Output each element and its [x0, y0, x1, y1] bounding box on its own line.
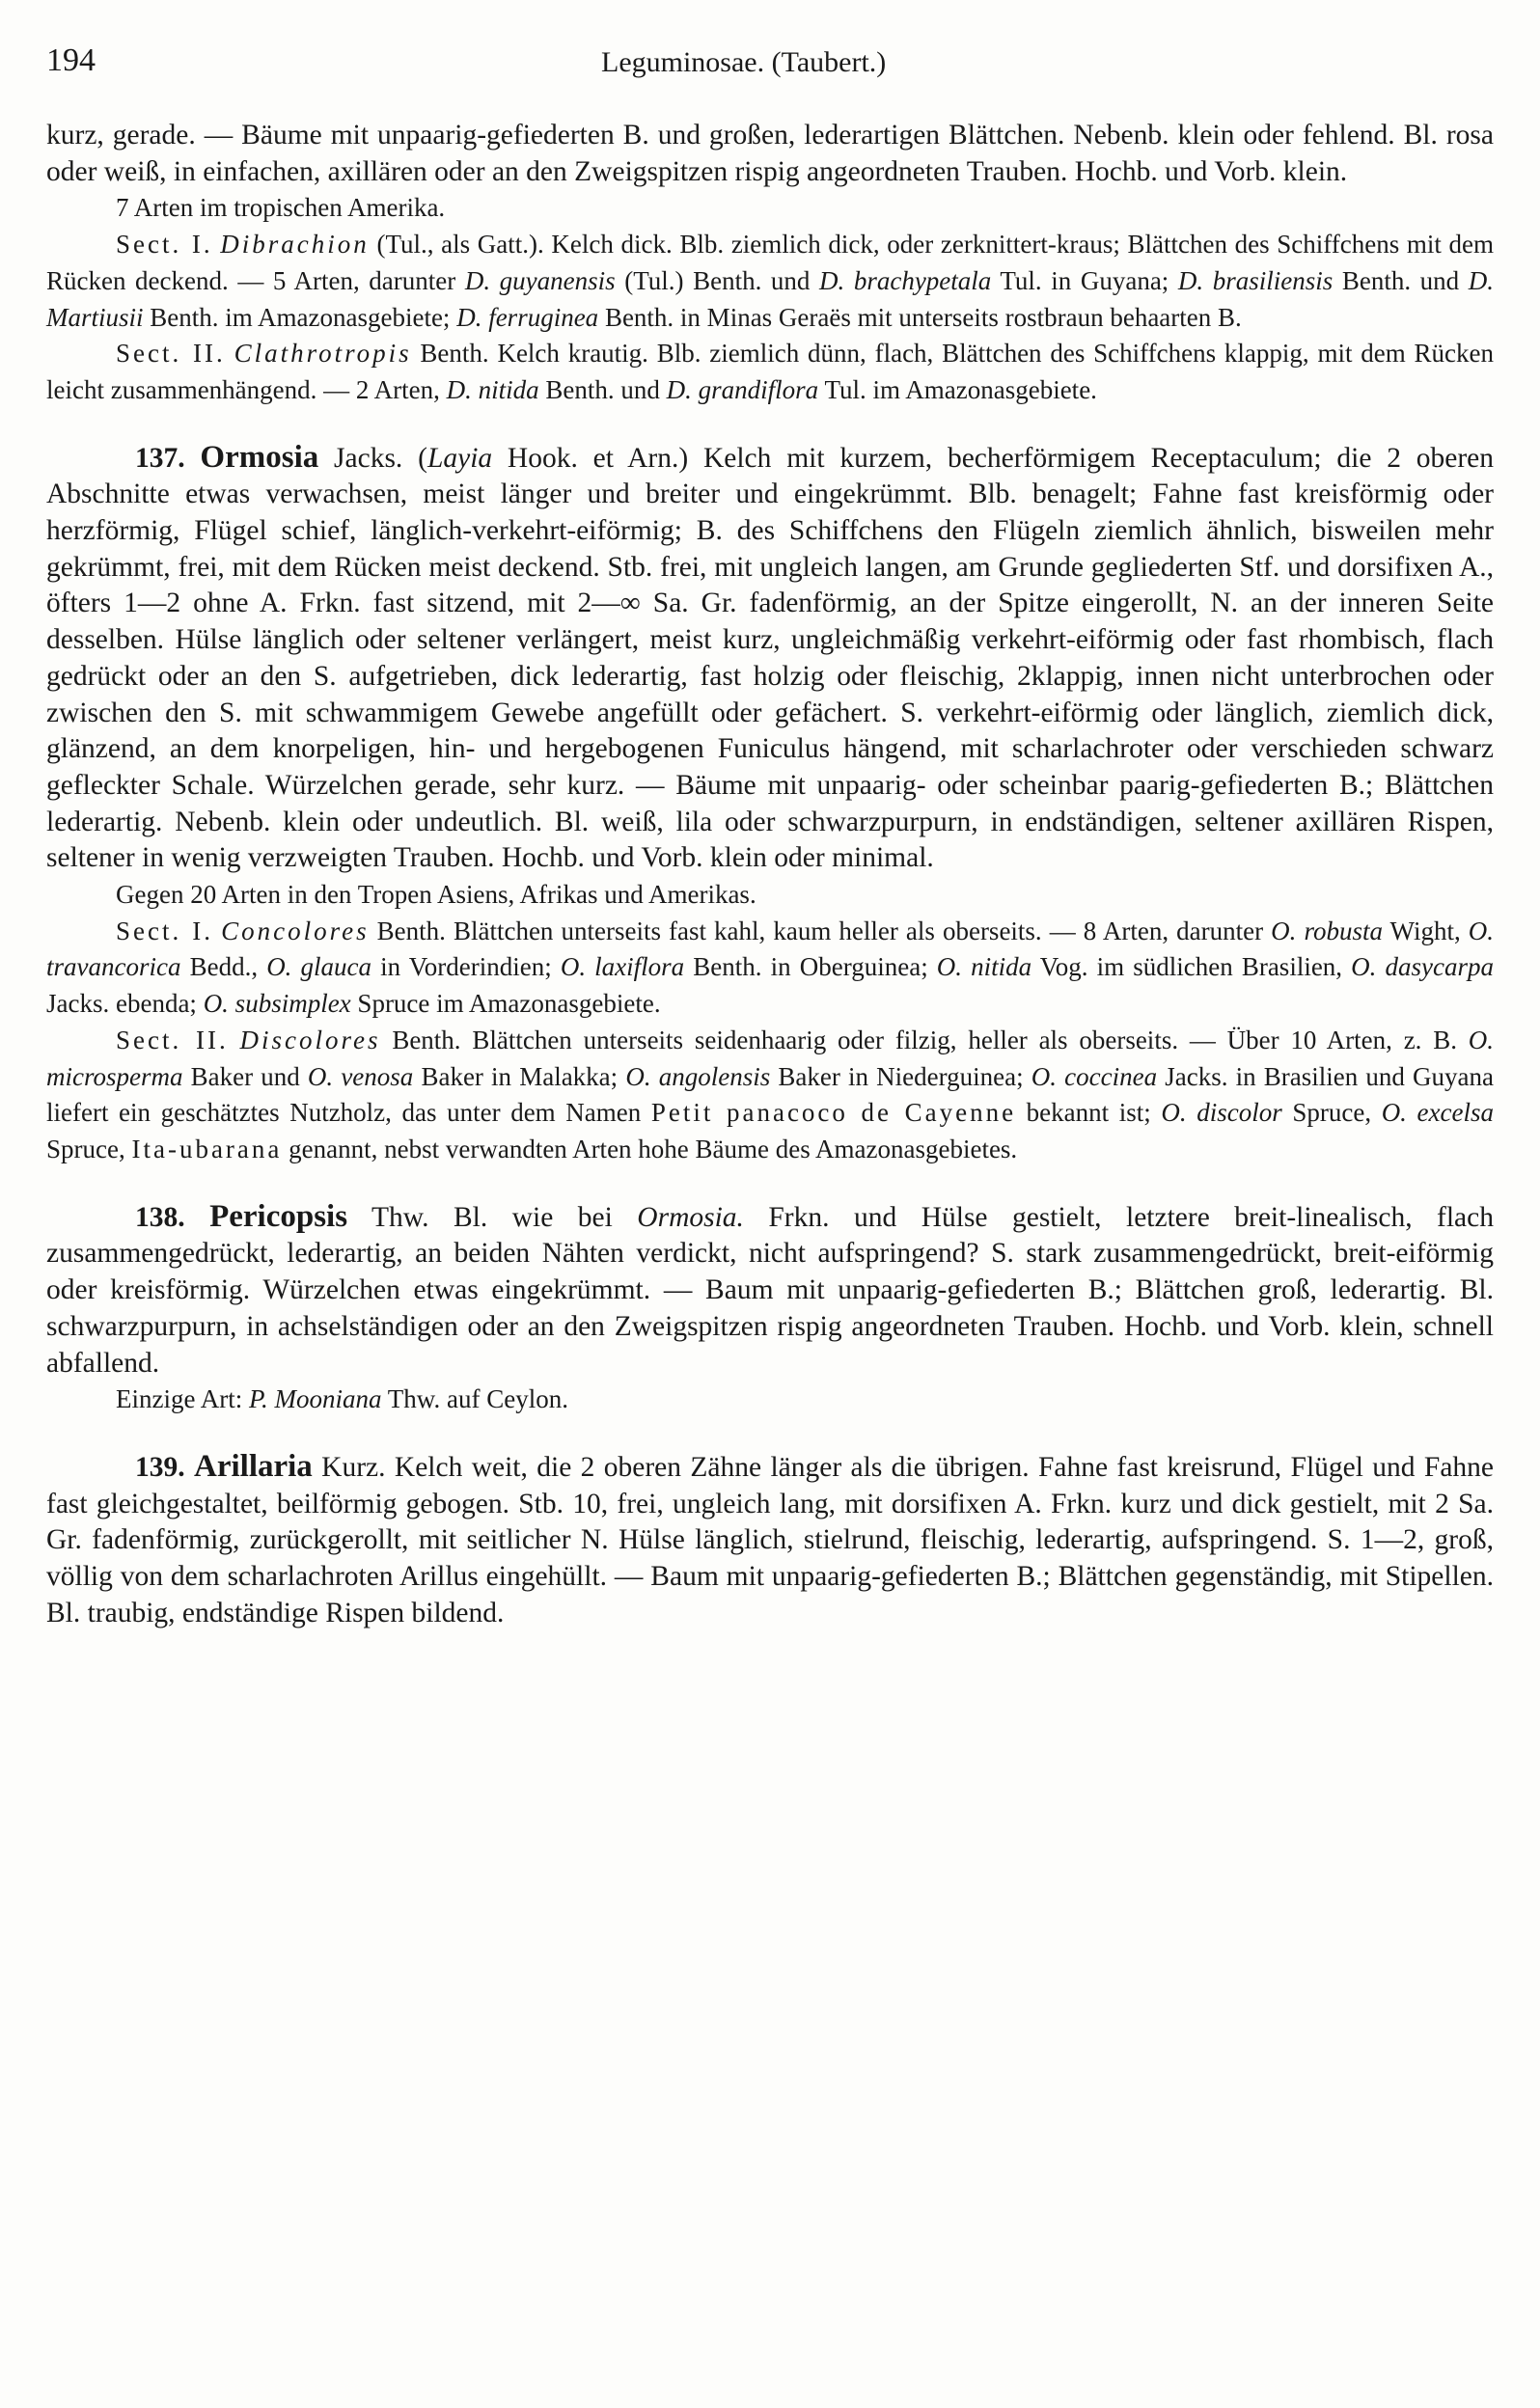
text-run: Bedd., — [180, 952, 267, 982]
section-clathrotropis — [46, 336, 1494, 408]
text-run: O. microsperma — [46, 1025, 1494, 1091]
text-run: Frkn. und Hülse gestielt, letztere breit-linealisch, flach zusammengedrückt, lederartig, an beiden Nähten verdickt, nicht aufspringend? S. stark zusammengedrückt, breit-eiförmig oder kreisförmig. Würzelchen etwas eingekrümmt. — Baum mit unpaarig-gefiederten B.; Blättchen groß, lederartig. Bl. schwarzpurpurn, in achselständigen oder an den Zweigspitzen rispig angeordneten Trauben. Hochb. und Vorb. klein, schnell abfallend. — [46, 1201, 1494, 1379]
text-run: Jacks. in Brasilien und Guyana liefert ein geschätztes Nutzholz, das unter dem Namen — [46, 1061, 1495, 1128]
text-run: O. angolensis — [625, 1061, 771, 1091]
text-run: D. nitida — [446, 374, 539, 404]
text-run: O. nitida — [936, 952, 1032, 982]
text-run: Benth. im Amazonasgebiete; — [143, 302, 457, 332]
text-run: Baker und — [182, 1061, 308, 1091]
text-run: Spruce im Amazonasgebiete. — [350, 989, 661, 1019]
page-number: 194 — [46, 42, 96, 78]
text-run: D. Martiusii — [46, 265, 1494, 332]
genus-ormosia — [46, 440, 1494, 877]
text-run: Jacks. ebenda; — [46, 989, 204, 1019]
text-run: D. grandiflora — [666, 374, 819, 404]
text-run: O. dasycarpa — [1351, 952, 1494, 982]
text-run: O. venosa — [307, 1061, 414, 1091]
text-run: Baker in Niederguinea; — [770, 1061, 1031, 1091]
text-run: D. guyanensis — [464, 265, 616, 295]
text-run: Thw. auf Ceylon. — [381, 1384, 568, 1414]
text-run: Ormosia. — [637, 1201, 744, 1233]
page-header — [46, 31, 1494, 98]
text-run: Kurz. — [312, 1451, 395, 1483]
text-run: Wight, — [1382, 916, 1469, 945]
text-run: O. laxiflora — [560, 952, 685, 982]
text-run: D. brachypetala — [819, 265, 992, 295]
text-run: Benth. und — [538, 374, 667, 404]
text-run: Discolores — [239, 1025, 381, 1054]
text-run: Pericopsis — [209, 1198, 348, 1234]
text-run: Benth. und — [1333, 265, 1469, 295]
section-concolores — [46, 914, 1494, 1023]
text-run: O. glauca — [266, 952, 372, 982]
text-run: Sect. II. — [116, 339, 226, 369]
text-run: O. robusta — [1271, 916, 1383, 945]
text-run: Baker in Malakka; — [413, 1061, 626, 1091]
text-run: kurz, gerade. — Bäume mit unpaarig-gefiederten B. und großen, lederartigen Blättchen. Nebenb. klein oder fehlend. Bl. rosa oder weiß, in einfachen, axillären oder an den Zweigspitzen rispig angeordneten Trauben. Hochb. und Vorb. klein. — [46, 120, 1494, 187]
text-run: O. discolor — [1161, 1098, 1282, 1128]
text-run: Kelch weit, die 2 oberen Zähne länger als die übrigen. Fahne fast kreisrund, Flügel und Fahne fast gleichgestaltet, beilförmig gebogen. Stb. 10, frei, ungleich lang, mit dorsifixen A. Frkn. kurz und dick gestielt, mit 2 Sa. Gr. fadenförmig, zurückgerollt, mit seitlicher N. Hülse länglich, stielrund, fleischig, lederartig, aufspringend. S. 1—2, groß, völlig von dem scharlachroten Arillus eingehüllt. — Baum mit unpaarig-gefiederten B.; Blättchen gegenständig, mit Stipellen. Bl. traubig, endständige Rispen bildend. — [46, 1451, 1495, 1628]
text-run: Dibrachion — [220, 230, 370, 260]
text-run: Benth. Kelch krautig. Blb. ziemlich dünn, flach, Blättchen des Schiffchens klappig, mit dem Rücken leicht zusammenhängend. — 2 Arten, — [46, 339, 1495, 404]
text-run: O. excelsa — [1381, 1098, 1494, 1128]
text-run: (Tul.) Benth. und — [615, 265, 819, 295]
text-run: (Tul., als Gatt.). Kelch dick. Blb. ziemlich dick, oder zerknittert-kraus; Blättchen des Schiffchens mit dem Rücken deckend. — 5 Arten, darunter — [46, 230, 1495, 295]
page-body — [46, 118, 1494, 1631]
text-run: Sect. I. — [116, 230, 213, 260]
text-run: Benth. in Oberguinea; — [684, 952, 937, 982]
text-run: Concolores — [221, 916, 370, 945]
text-run: D. brasiliensis — [1177, 265, 1334, 295]
text-run: Kelch mit kurzem, becherförmigem Receptaculum; die 2 oberen Abschnitte etwas verwachsen, meist länger und breiter und eingekrümmt. Blb. benagelt; Fahne fast kreisförmig oder herzförmig, Flügel schief, länglich-verkehrt-eiförmig; B. des Schiffchens den Flügeln ziemlich ähnlich, bisweilen mehr gekrümmt, frei, mit dem Rücken meist deckend. Stb. frei, mit ungleich langen, am Grunde gegliederten Stf. und dorsifixen A., öfters 1—2 ohne A. Frkn. fast sitzend, mit 2—∞ Sa. Gr. fadenförmig, an der Spitze eingerollt, N. an der inneren Seite desselben. Hülse länglich oder seltener verlängert, meist kurz, ungleichmäßig verkehrt-eiförmig oder fast rhombisch, flach gedrückt oder an den S. aufgetrieben, dick lederartig, fast holzig oder fleischig, 2klappig, innen nicht unterbrochen oder zwischen den S. mit schwammigem Gewebe angefüllt oder gefächert. S. verkehrt-eiförmig oder länglich, ziemlich dick, glänzend, an dem knorpeligen, hin- und hergebogenen Funiculus hängend, mit scharlachroter oder verschieden schwarz gefleckter Schale. Würzelchen gerade, sehr kurz. — Bäume mit unpaarig- oder scheinbar paarig-gefiederten B.; Blättchen lederartig. Nebenb. klein oder undeutlich. Bl. weiß, lila oder schwarzpurpurn, in endständigen, seltener axillären Rispen, seltener in wenig verzweigten Trauben. Hochb. und Vorb. klein oder minimal. — [46, 442, 1495, 874]
text-run: Ita-ubarana — [131, 1134, 283, 1163]
text-run: Tul. im Amazonasgebiete. — [818, 374, 1097, 404]
text-run: O. travancorica — [46, 916, 1495, 982]
text-run: Clathrotropis — [234, 339, 412, 369]
text-run: 137. — [135, 442, 185, 474]
text-run: Sect. I. — [116, 916, 214, 945]
text-run: Gegen 20 Arten in den Tropen Asiens, Afrikas und Amerikas. — [116, 880, 756, 910]
genus-pericopsis — [46, 1199, 1494, 1382]
text-run: Sect. II. — [116, 1025, 229, 1054]
paragraph-dipteryx-end — [46, 118, 1494, 190]
text-run: Benth. in Minas Geraës mit unterseits rostbraun behaarten B. — [598, 302, 1242, 332]
text-run: 7 Arten im tropischen Amerika. — [116, 193, 446, 223]
species-count-note — [46, 190, 1494, 227]
running-title: Leguminosae. (Taubert.) — [601, 46, 887, 78]
text-run: O. subsimplex — [203, 989, 351, 1019]
ormosia-distribution — [46, 877, 1494, 914]
text-run: Jacks. ( — [318, 442, 427, 474]
text-run: Hook. et Arn.) — [492, 442, 703, 474]
text-run: Arillaria — [194, 1448, 313, 1484]
text-run: 139. — [135, 1451, 185, 1483]
pericopsis-species — [46, 1382, 1494, 1418]
text-run: Vog. im südlichen Brasilien, — [1031, 952, 1352, 982]
genus-arillaria — [46, 1449, 1494, 1632]
text-run: Benth. Blättchen unterseits fast kahl, kaum heller als oberseits. — 8 Arten, darunter — [369, 916, 1272, 945]
section-discolores — [46, 1023, 1494, 1168]
text-run: 138. — [135, 1201, 185, 1233]
text-run: Petit panacoco de Cayenne — [650, 1098, 1017, 1128]
text-run: Spruce, — [1281, 1098, 1382, 1128]
text-run: in Vorderindien; — [371, 952, 561, 982]
text-run: O. coccinea — [1031, 1061, 1158, 1091]
text-run: D. ferruginea — [456, 302, 599, 332]
text-run: bekannt ist; — [1016, 1098, 1162, 1128]
text-run: Layia — [426, 442, 493, 474]
text-run: P. Mooniana — [248, 1384, 382, 1414]
text-run: Thw. Bl. wie bei — [347, 1201, 638, 1233]
text-run: Spruce, — [46, 1134, 132, 1163]
text-run: Einzige Art: — [116, 1384, 249, 1414]
text-run: Ormosia — [200, 439, 319, 475]
text-run: Benth. Blättchen unterseits seidenhaarig oder filzig, heller als oberseits. — Über 10 Arten, z. B. — [380, 1025, 1469, 1054]
text-run: Tul. in Guyana; — [991, 265, 1178, 295]
text-run: genannt, nebst verwandten Arten hohe Bäume des Amazonasgebietes. — [282, 1134, 1018, 1163]
section-dibrachion — [46, 227, 1494, 336]
